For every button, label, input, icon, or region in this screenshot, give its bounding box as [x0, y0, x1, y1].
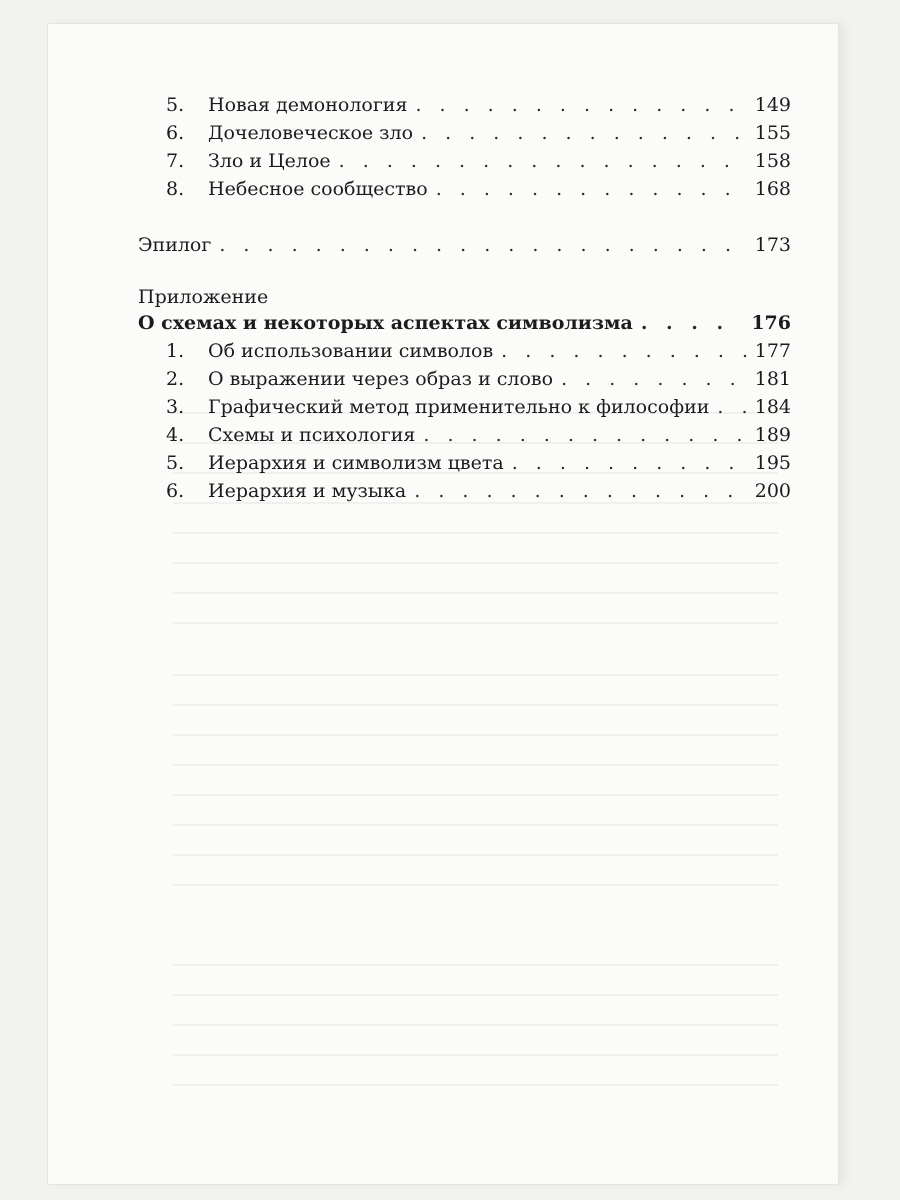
toc-entry: [166, 176, 791, 202]
toc-entry-page: 177: [754, 340, 791, 362]
toc-entry-page: 184: [754, 396, 791, 418]
toc-entry-page: 168: [754, 178, 791, 200]
dot-leader: [512, 450, 747, 476]
toc-entry-title: О схемах и некоторых аспектах символизма: [138, 312, 633, 334]
toc-entry: [166, 120, 791, 146]
dot-leader: [501, 338, 747, 364]
dot-leader: [423, 422, 746, 448]
dot-leader: [339, 148, 747, 174]
toc-entry-appendix-main: [138, 310, 791, 336]
toc-entry: [166, 148, 791, 174]
toc-entry-title: О выражении через образ и слово: [208, 368, 554, 390]
toc-entry-number: 6.: [166, 480, 185, 502]
toc-entry-page: 176: [751, 312, 791, 334]
toc-entry-title: Дочеловеческое зло: [208, 122, 414, 144]
toc-entry-title: Иерархия и символизм цвета: [208, 452, 504, 474]
toc-entry-page: 181: [754, 368, 791, 390]
toc-entry-epilogue: [138, 232, 791, 258]
toc-entry-number: 6.: [166, 122, 185, 144]
toc-entry-title: Зло и Целое: [208, 150, 331, 172]
toc-entry-title: Эпилог: [138, 234, 212, 256]
toc-entry: [166, 422, 791, 448]
toc-entry-number: 5.: [166, 94, 185, 116]
toc-entry-title: Новая демонология: [208, 94, 408, 116]
dot-leader: [219, 232, 746, 258]
toc-entry-number: 5.: [166, 452, 185, 474]
toc-entry-page: 173: [754, 234, 791, 256]
toc-entry-number: 2.: [166, 368, 185, 390]
toc-entry: [166, 338, 791, 364]
toc-entry-page: 149: [754, 94, 791, 116]
dot-leader: [717, 394, 746, 420]
toc-entry: [166, 478, 791, 504]
toc-entry-title: Небесное сообщество: [208, 178, 428, 200]
toc-entry-number: 8.: [166, 178, 185, 200]
toc-entry: [166, 92, 791, 118]
toc-entry-number: 4.: [166, 424, 185, 446]
toc-entry-title: Иерархия и музыка: [208, 480, 407, 502]
appendix-heading: Приложение: [138, 286, 269, 308]
toc-entry-number: 1.: [166, 340, 185, 362]
dot-leader: [641, 310, 744, 336]
dot-leader: [421, 120, 747, 146]
toc-entry-title: Графический метод применительно к философии: [208, 396, 710, 418]
dot-leader: [415, 92, 746, 118]
toc-entry-title: Схемы и психология: [208, 424, 416, 446]
toc-entry-page: 158: [754, 150, 791, 172]
toc-entry: [166, 366, 791, 392]
toc-entry-page: 155: [754, 122, 791, 144]
dot-leader: [436, 176, 747, 202]
toc-entry-number: 7.: [166, 150, 185, 172]
toc-entry-page: 189: [754, 424, 791, 446]
toc-entry: [166, 450, 791, 476]
dot-leader: [561, 366, 747, 392]
toc-entry-title: Об использовании символов: [208, 340, 494, 362]
dot-leader: [414, 478, 747, 504]
toc-entry-page: 195: [754, 452, 791, 474]
toc-entry: [166, 394, 791, 420]
toc-entry-number: 3.: [166, 396, 185, 418]
toc-entry-page: 200: [754, 480, 791, 502]
